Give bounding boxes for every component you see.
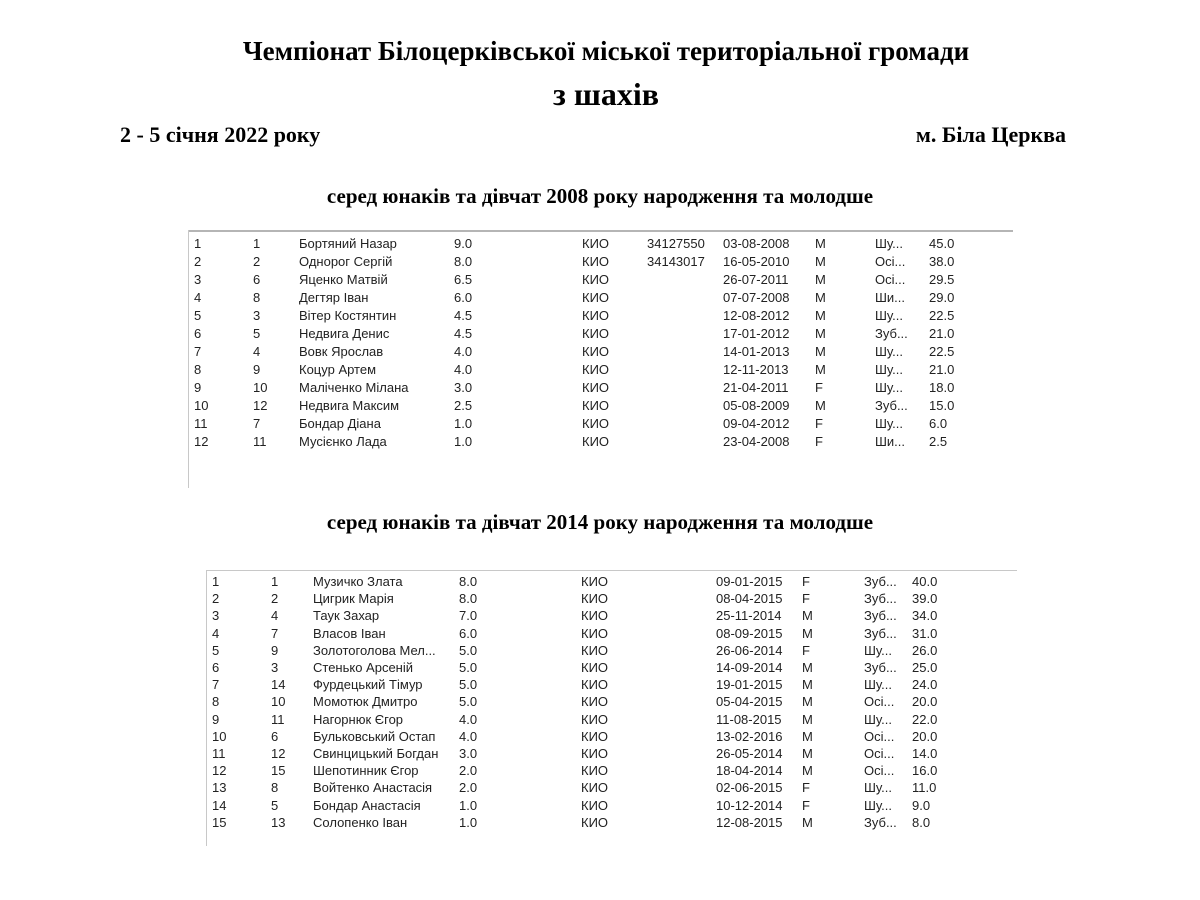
table-row (189, 343, 1013, 361)
birth-date-cell: 26-05-2014 (716, 746, 783, 761)
club-cell: Шу... (875, 308, 903, 323)
player-name-cell: Однорог Сергій (299, 254, 393, 269)
club-cell: Шу... (864, 711, 892, 727)
start-number-cell: 10 (253, 380, 268, 395)
federation-cell: КИО (581, 591, 609, 607)
federation-cell: КИО (581, 574, 609, 589)
start-number-cell: 6 (253, 272, 261, 287)
federation-cell: КИО (582, 290, 610, 305)
federation-cell: КИО (581, 608, 609, 624)
sex-cell: M (802, 728, 813, 744)
tiebreak-cell: 20.0 (912, 728, 938, 744)
table-row (207, 762, 1017, 780)
sex-cell: M (815, 344, 826, 359)
player-name-cell: Шепотинник Єгор (313, 763, 419, 779)
points-cell: 2.0 (459, 763, 478, 779)
place-cell: 13 (212, 780, 227, 796)
player-name-cell: Свинцицький Богдан (313, 746, 439, 761)
player-name-cell: Стенько Арсеній (313, 660, 414, 675)
points-cell: 8.0 (459, 574, 478, 589)
start-number-cell: 13 (271, 814, 286, 830)
start-number-cell: 2 (253, 254, 261, 269)
table-row (207, 659, 1017, 677)
tiebreak-cell: 9.0 (912, 797, 931, 813)
tiebreak-cell: 20.0 (912, 694, 938, 710)
birth-date-cell: 05-04-2015 (716, 694, 783, 710)
player-name-cell: Солопенко Іван (313, 814, 408, 830)
tiebreak-cell: 21.0 (929, 362, 955, 377)
player-name-cell: Таук Захар (313, 608, 380, 624)
start-number-cell: 11 (271, 711, 285, 727)
place-cell: 3 (212, 608, 220, 624)
page-subtitle: з шахів (552, 76, 660, 112)
sex-cell: M (815, 398, 826, 413)
start-number-cell: 5 (253, 326, 261, 341)
place-cell: 8 (194, 362, 202, 377)
club-cell: Осі... (864, 746, 895, 761)
sex-cell: M (815, 290, 826, 305)
tournament-place: м. Біла Церква (915, 122, 1066, 147)
player-name-cell: Маліченко Мілана (299, 380, 409, 395)
tiebreak-cell: 29.5 (929, 272, 955, 287)
club-cell: Осі... (864, 728, 895, 744)
club-cell: Зуб... (864, 591, 897, 607)
sex-cell: M (802, 677, 813, 693)
birth-date-cell: 13-02-2016 (716, 728, 783, 744)
sex-cell: F (815, 380, 823, 395)
points-cell: 4.0 (454, 344, 473, 359)
table-row (189, 235, 1013, 253)
sex-cell: M (802, 746, 813, 761)
tournament-dates: 2 - 5 січня 2022 року (120, 122, 321, 147)
birth-date-cell: 25-11-2014 (716, 608, 782, 624)
section-caption-2014: серед юнаків та дівчат 2014 року народження та молодше (326, 510, 874, 534)
points-cell: 2.0 (459, 780, 478, 796)
player-name-cell: Золотоголова Мел... (313, 642, 436, 658)
place-cell: 12 (212, 763, 227, 779)
club-cell: Шу... (864, 797, 892, 813)
start-number-cell: 9 (253, 362, 261, 377)
place-cell: 3 (194, 272, 202, 287)
tiebreak-cell: 15.0 (929, 398, 955, 413)
points-cell: 6.0 (454, 290, 473, 305)
sex-cell: M (802, 625, 813, 641)
player-name-cell: Нагорнюк Єгор (313, 711, 404, 727)
player-name-cell: Недвига Максим (299, 398, 400, 413)
player-name-cell: Власов Іван (313, 625, 386, 641)
birth-date-cell: 12-08-2012 (723, 308, 790, 323)
club-cell: Осі... (875, 272, 906, 287)
federation-cell: КИО (581, 763, 609, 779)
birth-date-cell: 09-04-2012 (723, 416, 790, 431)
sex-cell: M (802, 608, 813, 624)
federation-cell: КИО (581, 694, 609, 710)
page-title: Чемпіонат Білоцерківської міської територіальної громади (242, 36, 970, 66)
place-cell: 1 (194, 236, 202, 251)
table-row (207, 676, 1017, 694)
table-row (189, 289, 1013, 307)
tiebreak-cell: 45.0 (929, 236, 955, 251)
tiebreak-cell: 24.0 (912, 677, 938, 693)
birth-date-cell: 10-12-2014 (716, 797, 783, 813)
table-row (207, 814, 1017, 832)
place-cell: 4 (212, 625, 220, 641)
place-cell: 9 (212, 711, 220, 727)
birth-date-cell: 16-05-2010 (723, 254, 790, 269)
sex-cell: F (802, 797, 810, 813)
start-number-cell: 2 (271, 591, 279, 607)
federation-cell: КИО (582, 380, 610, 395)
club-cell: Ши... (875, 290, 906, 305)
start-number-cell: 3 (253, 308, 261, 323)
federation-cell: КИО (582, 434, 610, 449)
section-caption-2008: серед юнаків та дівчат 2008 року народження та молодше (326, 184, 874, 208)
start-number-cell: 7 (271, 625, 279, 641)
place-cell: 10 (194, 398, 209, 413)
points-cell: 5.0 (459, 642, 478, 658)
club-cell: Осі... (864, 763, 895, 779)
federation-cell: КИО (582, 236, 610, 251)
start-number-cell: 4 (253, 344, 261, 359)
tiebreak-cell: 21.0 (929, 326, 955, 341)
start-number-cell: 11 (253, 434, 267, 449)
tiebreak-cell: 22.5 (929, 308, 955, 323)
table-row (207, 728, 1017, 746)
tiebreak-cell: 40.0 (912, 574, 938, 589)
club-cell: Зуб... (864, 625, 897, 641)
player-name-cell: Бондар Діана (299, 416, 381, 431)
birth-date-cell: 12-08-2015 (716, 814, 783, 830)
table-row (189, 433, 1013, 451)
birth-date-cell: 02-06-2015 (716, 780, 783, 796)
tiebreak-cell: 31.0 (912, 625, 938, 641)
table-row (189, 271, 1013, 289)
birth-date-cell: 26-06-2014 (716, 642, 783, 658)
tiebreak-cell: 34.0 (912, 608, 938, 624)
sex-cell: F (802, 642, 810, 658)
sex-cell: M (815, 362, 826, 377)
standings-table-2014 (206, 570, 1017, 846)
club-cell: Зуб... (875, 326, 908, 341)
tiebreak-cell: 38.0 (929, 254, 955, 269)
federation-cell: КИО (581, 728, 609, 744)
place-cell: 4 (194, 290, 202, 305)
sex-cell: M (802, 694, 813, 710)
table-row (189, 379, 1013, 397)
start-number-cell: 14 (271, 677, 286, 693)
player-name-cell: Музичко Злата (313, 574, 403, 589)
club-cell: Осі... (864, 694, 895, 710)
federation-cell: КИО (581, 797, 609, 813)
table-row (189, 361, 1013, 379)
federation-cell: КИО (581, 677, 609, 693)
place-cell: 7 (194, 344, 202, 359)
tiebreak-cell: 8.0 (912, 814, 931, 830)
place-cell: 2 (194, 254, 202, 269)
points-cell: 3.0 (459, 746, 478, 761)
tiebreak-cell: 26.0 (912, 642, 938, 658)
fide-id-cell: 34143017 (647, 254, 705, 269)
birth-date-cell: 12-11-2013 (723, 362, 789, 377)
federation-cell: КИО (581, 642, 609, 658)
points-cell: 8.0 (454, 254, 473, 269)
player-name-cell: Бортяний Назар (299, 236, 397, 251)
federation-cell: КИО (582, 398, 610, 413)
player-name-cell: Яценко Матвій (299, 272, 388, 287)
table-row (207, 590, 1017, 608)
club-cell: Осі... (875, 254, 906, 269)
tiebreak-cell: 22.0 (912, 711, 938, 727)
table-row (207, 745, 1017, 763)
birth-date-cell: 14-09-2014 (716, 660, 783, 675)
birth-date-cell: 08-04-2015 (716, 591, 783, 607)
player-name-cell: Войтенко Анастасія (313, 780, 433, 796)
table-row (207, 779, 1017, 797)
tiebreak-cell: 25.0 (912, 660, 938, 675)
place-cell: 12 (194, 434, 209, 449)
sex-cell: F (802, 574, 810, 589)
place-cell: 10 (212, 728, 227, 744)
tiebreak-cell: 39.0 (912, 591, 938, 607)
table-row (189, 397, 1013, 415)
federation-cell: КИО (581, 814, 609, 830)
points-cell: 5.0 (459, 660, 478, 675)
start-number-cell: 8 (253, 290, 261, 305)
birth-date-cell: 11-08-2015 (716, 711, 782, 727)
start-number-cell: 1 (271, 574, 279, 589)
tiebreak-cell: 22.5 (929, 344, 955, 359)
place-cell: 7 (212, 677, 220, 693)
start-number-cell: 3 (271, 660, 279, 675)
place-cell: 5 (212, 642, 220, 658)
player-name-cell: Бондар Анастасія (313, 797, 421, 813)
points-cell: 5.0 (459, 677, 478, 693)
birth-date-cell: 23-04-2008 (723, 434, 790, 449)
table-row (189, 307, 1013, 325)
start-number-cell: 8 (271, 780, 279, 796)
tiebreak-cell: 2.5 (929, 434, 948, 449)
federation-cell: КИО (582, 272, 610, 287)
points-cell: 9.0 (454, 236, 473, 251)
sex-cell: M (802, 814, 813, 830)
points-cell: 3.0 (454, 380, 473, 395)
sex-cell: F (815, 434, 823, 449)
federation-cell: КИО (581, 660, 609, 675)
player-name-cell: Коцур Артем (299, 362, 377, 377)
sex-cell: M (815, 236, 826, 251)
place-cell: 9 (194, 380, 202, 395)
club-cell: Зуб... (864, 574, 897, 589)
points-cell: 4.0 (459, 728, 478, 744)
club-cell: Шу... (875, 416, 903, 431)
federation-cell: КИО (582, 326, 610, 341)
sex-cell: M (815, 254, 826, 269)
points-cell: 1.0 (454, 434, 473, 449)
sex-cell: M (815, 272, 826, 287)
sex-cell: M (802, 711, 813, 727)
player-name-cell: Фурдецький Тімур (313, 677, 423, 693)
club-cell: Шу... (875, 236, 903, 251)
birth-date-cell: 09-01-2015 (716, 574, 783, 589)
birth-date-cell: 08-09-2015 (716, 625, 783, 641)
sex-cell: F (802, 780, 810, 796)
club-cell: Шу... (864, 642, 892, 658)
place-cell: 6 (212, 660, 220, 675)
tiebreak-cell: 29.0 (929, 290, 955, 305)
club-cell: Шу... (875, 344, 903, 359)
club-cell: Шу... (875, 380, 903, 395)
place-cell: 5 (194, 308, 202, 323)
points-cell: 1.0 (459, 814, 478, 830)
club-cell: Зуб... (875, 398, 908, 413)
start-number-cell: 6 (271, 728, 279, 744)
player-name-cell: Дегтяр Іван (299, 290, 369, 305)
birth-date-cell: 18-04-2014 (716, 763, 783, 779)
table-row (189, 415, 1013, 433)
club-cell: Шу... (864, 780, 892, 796)
player-name-cell: Цигрик Марія (313, 591, 394, 607)
player-name-cell: Момотюк Дмитро (313, 694, 418, 710)
birth-date-cell: 14-01-2013 (723, 344, 790, 359)
federation-cell: КИО (582, 416, 610, 431)
tiebreak-cell: 6.0 (929, 416, 948, 431)
place-cell: 6 (194, 326, 202, 341)
player-name-cell: Бульковський Остап (313, 728, 436, 744)
federation-cell: КИО (581, 625, 609, 641)
points-cell: 4.0 (454, 362, 473, 377)
fide-id-cell: 34127550 (647, 236, 705, 251)
tiebreak-cell: 16.0 (912, 763, 938, 779)
points-cell: 4.5 (454, 326, 473, 341)
club-cell: Шу... (864, 677, 892, 693)
birth-date-cell: 26-07-2011 (723, 272, 789, 287)
place-cell: 15 (212, 814, 227, 830)
table-row (207, 573, 1017, 591)
tiebreak-cell: 18.0 (929, 380, 955, 395)
start-number-cell: 12 (253, 398, 268, 413)
place-cell: 11 (194, 416, 208, 431)
place-cell: 2 (212, 591, 220, 607)
club-cell: Зуб... (864, 608, 897, 624)
birth-date-cell: 21-04-2011 (723, 380, 789, 395)
standings-table-2008 (188, 230, 1013, 488)
start-number-cell: 10 (271, 694, 286, 710)
place-cell: 11 (212, 746, 226, 761)
table-row (189, 253, 1013, 271)
sex-cell: F (815, 416, 823, 431)
birth-date-cell: 17-01-2012 (723, 326, 790, 341)
federation-cell: КИО (581, 746, 609, 761)
federation-cell: КИО (582, 344, 610, 359)
club-cell: Зуб... (864, 814, 897, 830)
player-name-cell: Недвига Денис (299, 326, 390, 341)
place-cell: 1 (212, 574, 220, 589)
federation-cell: КИО (582, 308, 610, 323)
federation-cell: КИО (581, 711, 609, 727)
birth-date-cell: 05-08-2009 (723, 398, 790, 413)
sex-cell: M (815, 326, 826, 341)
place-cell: 14 (212, 797, 227, 813)
club-cell: Зуб... (864, 660, 897, 675)
federation-cell: КИО (582, 362, 610, 377)
birth-date-cell: 07-07-2008 (723, 290, 790, 305)
points-cell: 7.0 (459, 608, 478, 624)
federation-cell: КИО (581, 780, 609, 796)
federation-cell: КИО (582, 254, 610, 269)
points-cell: 4.0 (459, 711, 478, 727)
table-row (207, 607, 1017, 625)
points-cell: 2.5 (454, 398, 473, 413)
player-name-cell: Вітер Костянтин (299, 308, 397, 323)
table-row (207, 642, 1017, 660)
place-cell: 8 (212, 694, 220, 710)
start-number-cell: 15 (271, 763, 286, 779)
points-cell: 1.0 (454, 416, 473, 431)
club-cell: Шу... (875, 362, 903, 377)
start-number-cell: 1 (253, 236, 261, 251)
start-number-cell: 4 (271, 608, 279, 624)
points-cell: 1.0 (459, 797, 478, 813)
sex-cell: M (802, 763, 813, 779)
sex-cell: M (802, 660, 813, 675)
points-cell: 4.5 (454, 308, 473, 323)
birth-date-cell: 19-01-2015 (716, 677, 783, 693)
tiebreak-cell: 14.0 (912, 746, 938, 761)
birth-date-cell: 03-08-2008 (723, 236, 790, 251)
points-cell: 6.0 (459, 625, 478, 641)
points-cell: 8.0 (459, 591, 478, 607)
start-number-cell: 9 (271, 642, 279, 658)
tiebreak-cell: 11.0 (912, 780, 937, 796)
table-row (207, 711, 1017, 729)
start-number-cell: 7 (253, 416, 261, 431)
player-name-cell: Вовк Ярослав (299, 344, 384, 359)
table-row (207, 625, 1017, 643)
table-row (207, 797, 1017, 815)
points-cell: 5.0 (459, 694, 478, 710)
player-name-cell: Мусієнко Лада (299, 434, 387, 449)
sex-cell: M (815, 308, 826, 323)
table-row (207, 693, 1017, 711)
start-number-cell: 12 (271, 746, 286, 761)
sex-cell: F (802, 591, 810, 607)
points-cell: 6.5 (454, 272, 473, 287)
club-cell: Ши... (875, 434, 906, 449)
start-number-cell: 5 (271, 797, 279, 813)
table-row (189, 325, 1013, 343)
